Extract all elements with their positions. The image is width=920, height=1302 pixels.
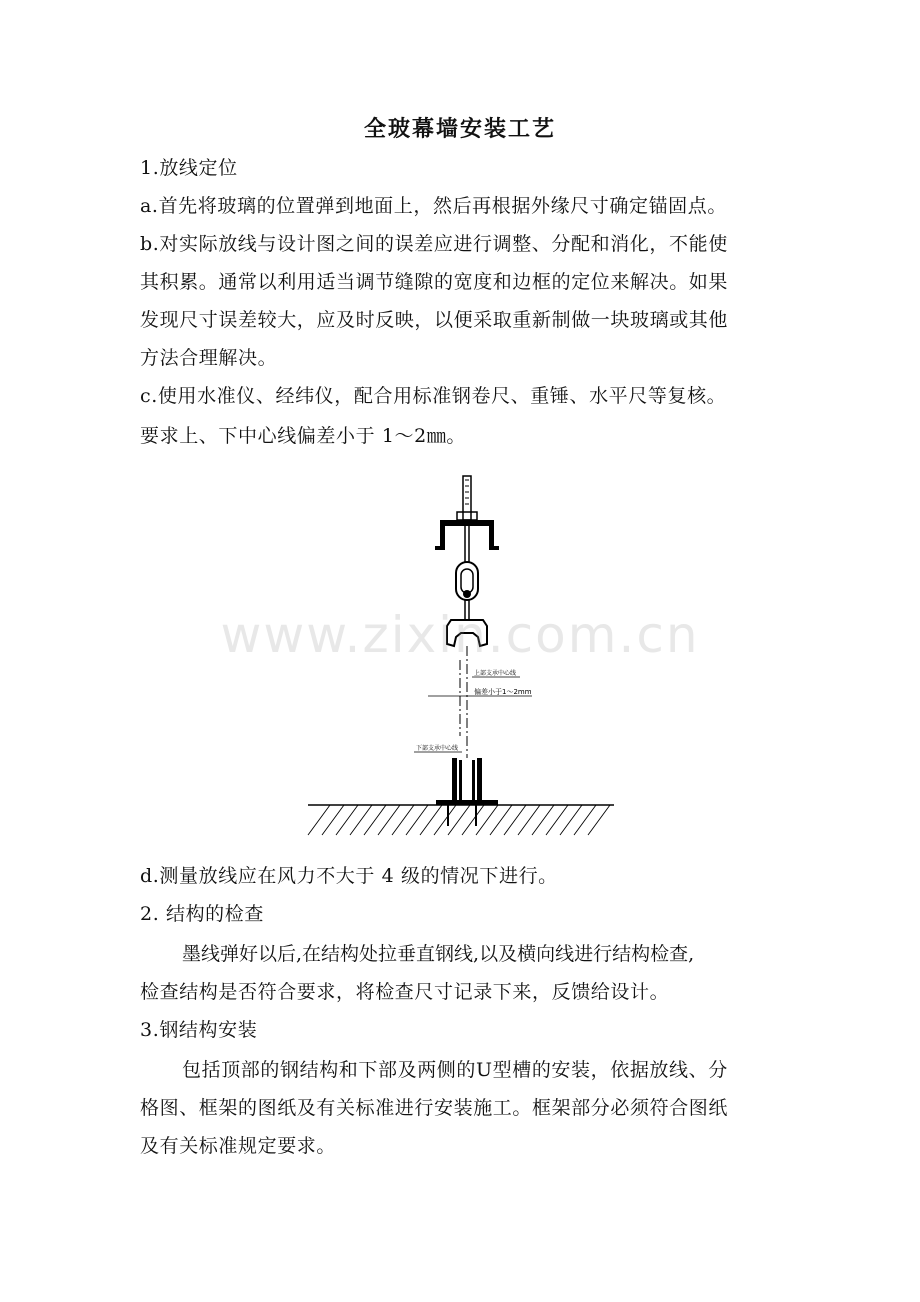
paragraph-line: a.首先将玻璃的位置弹到地面上，然后再根据外缘尺寸确定锚固点。 [140,195,727,217]
upper-center-label: 上部支承中心线 [474,670,517,677]
paragraph-line: 格图、框架的图纸及有关标准进行安装施工。框架部分必须符合图纸 [140,1097,729,1119]
lower-center-label: 下部支承中心线 [416,745,459,752]
installation-diagram [300,474,620,844]
document-title: 全玻幕墙安装工艺 [363,116,556,142]
paragraph-line: 要求上、下中心线偏差小于 1～2㎜。 [140,425,467,447]
section-heading: 3.钢结构安装 [140,1019,258,1041]
paragraph-line: c.使用水准仪、经纬仪，配合用标准钢卷尺、重锤、水平尺等复核。 [140,385,727,407]
paragraph-line: 发现尺寸误差较大，应及时反映，以便采取重新制做一块玻璃或其他 [140,309,729,331]
section-heading: 1.放线定位 [140,157,238,179]
deviation-label: 偏差小于1～2mm [474,688,532,696]
paragraph-line: 其积累。通常以利用适当调节缝隙的宽度和边框的定位来解决。如果 [140,271,729,293]
paragraph-line: 检查结构是否符合要求，将检查尺寸记录下来，反馈给设计。 [140,981,670,1003]
paragraph-line: 墨线弹好以后,在结构处拉垂直钢线,以及横向线进行结构检查, [182,943,695,965]
section-heading: 2. 结构的检查 [140,903,264,925]
watermark: www.zixin.com.cn [220,606,700,664]
paragraph-line: d.测量放线应在风力不大于 4 级的情况下进行。 [140,865,558,887]
paragraph-line: 及有关标准规定要求。 [140,1135,337,1157]
paragraph-line: 方法合理解决。 [140,347,278,369]
paragraph-line: 包括顶部的钢结构和下部及两侧的U型槽的安装，依据放线、分 [182,1059,728,1081]
paragraph-line: b.对实际放线与设计图之间的误差应进行调整、分配和消化，不能使 [140,233,728,255]
